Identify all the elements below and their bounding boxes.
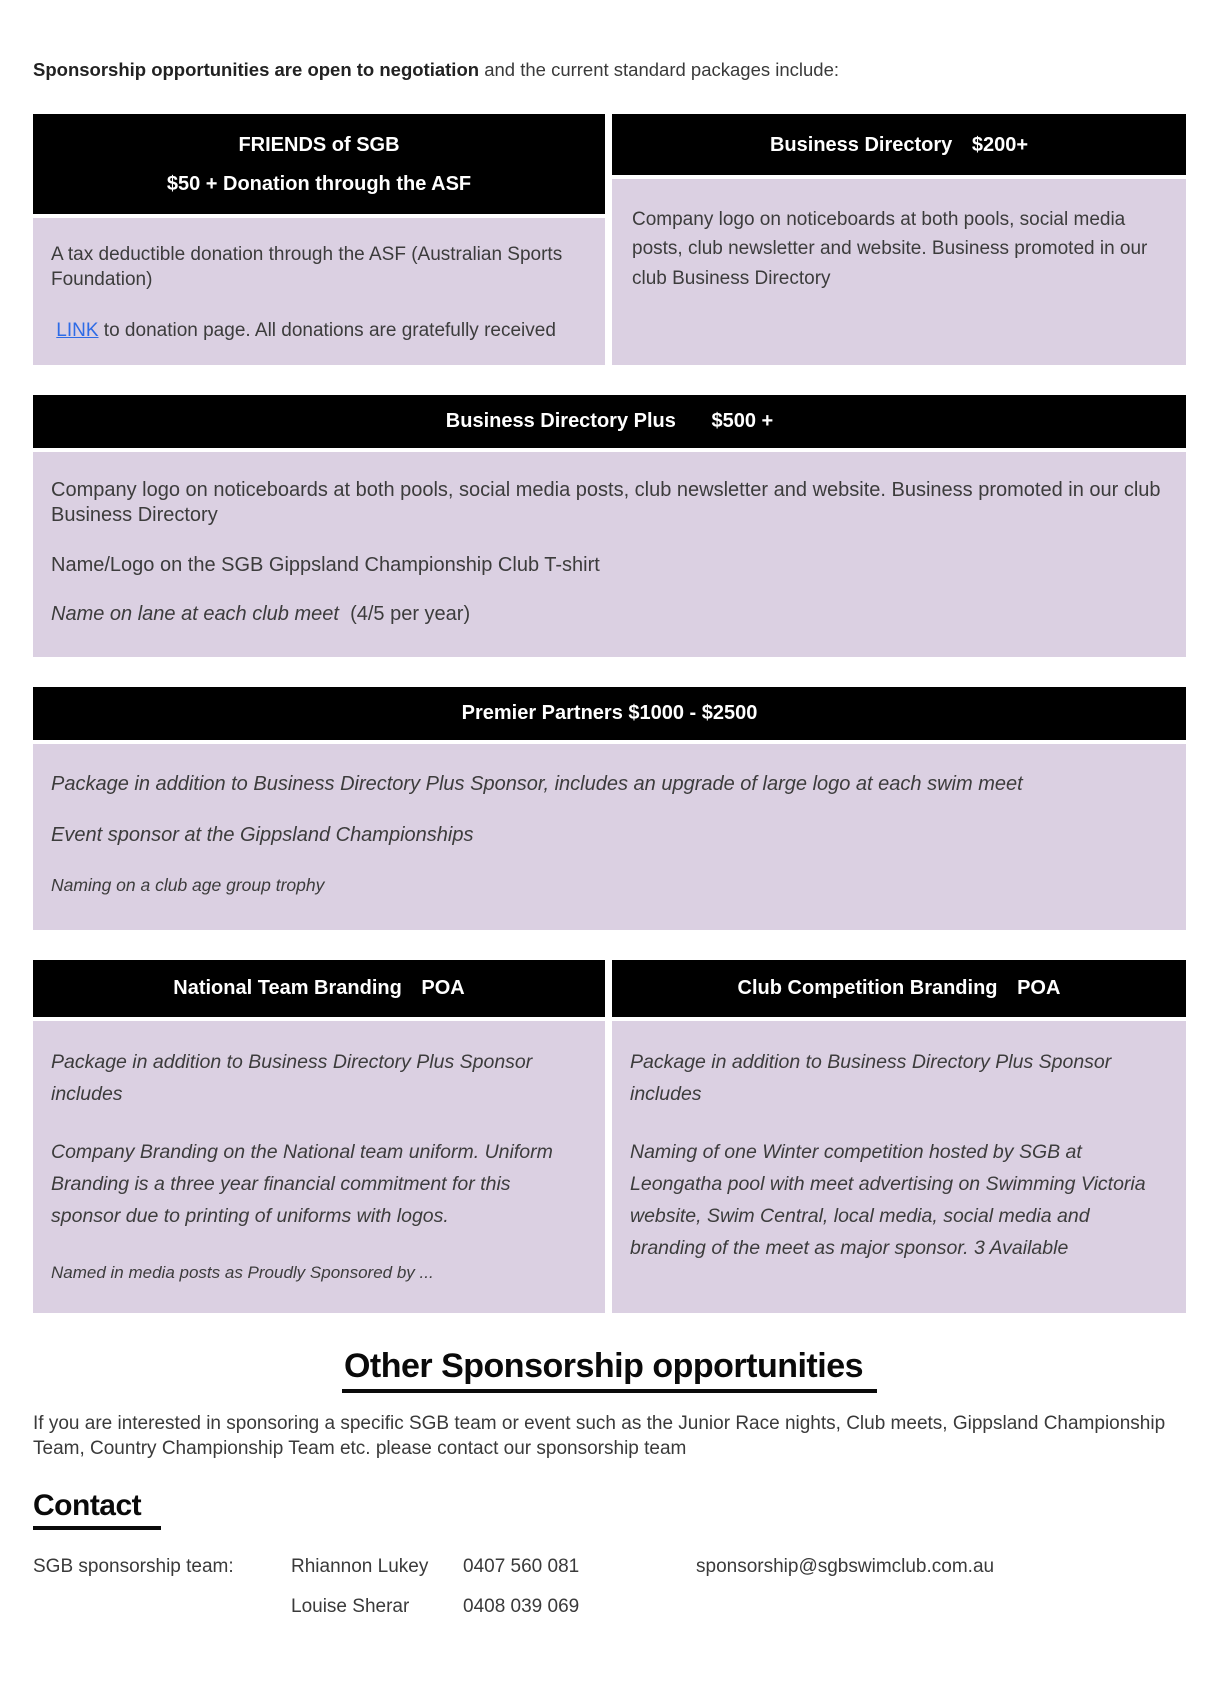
club-competition-header bbox=[612, 960, 1186, 1017]
business-directory-price: $200+ bbox=[971, 134, 1029, 157]
nt-para2: Company Branding on the National team uniform. Uniform Branding is a three year financial commitment for this sponsor due to printing of uniforms with logos. bbox=[51, 1141, 553, 1228]
friends-title-line2: $50 + Donation through the ASF bbox=[166, 173, 472, 196]
contact-person2-name: Louise Sherar bbox=[291, 1596, 410, 1618]
bdp-para2: Name/Logo on the SGB Gippsland Championship Club T-shirt bbox=[51, 553, 600, 576]
friends-body-line2 bbox=[51, 318, 583, 343]
contact-person1-name: Rhiannon Lukey bbox=[291, 1556, 429, 1578]
contact-heading bbox=[33, 1489, 1186, 1530]
business-directory-column bbox=[612, 114, 1186, 365]
nt-para3: Named in media posts as Proudly Sponsored by ... bbox=[51, 1263, 434, 1283]
bdp-para3-italic: Name on lane at each club meet bbox=[51, 602, 339, 625]
friends-body bbox=[33, 218, 605, 365]
nt-para1: Package in addition to Business Directory Plus Sponsor includes bbox=[51, 1051, 533, 1106]
national-team-price: POA bbox=[421, 977, 465, 1000]
club-competition-title: Club Competition Branding bbox=[737, 977, 998, 1000]
cc-para1: Package in addition to Business Directory Plus Sponsor includes bbox=[630, 1051, 1112, 1106]
friends-title-line1: FRIENDS of SGB bbox=[238, 134, 400, 157]
national-team-title: National Team Branding bbox=[173, 977, 402, 1000]
club-competition-price: POA bbox=[1017, 977, 1061, 1000]
pp-para3: Naming on a club age group trophy bbox=[51, 875, 325, 896]
business-directory-plus-title: Business Directory Plus bbox=[445, 410, 676, 433]
business-directory-title: Business Directory bbox=[769, 134, 953, 157]
intro-bold-text: Sponsorship opportunities are open to negotiation bbox=[33, 59, 480, 80]
row-friends-directory bbox=[33, 114, 1186, 365]
bdp-para3-rest: (4/5 per year) bbox=[344, 602, 471, 625]
friends-column bbox=[33, 114, 605, 365]
bdp-para3 bbox=[51, 602, 1164, 627]
contact-person1-phone: 0407 560 081 bbox=[463, 1556, 580, 1578]
premier-partners-title: Premier Partners $1000 - $2500 bbox=[461, 702, 758, 725]
national-team-body bbox=[33, 1021, 605, 1313]
pp-para2: Event sponsor at the Gippsland Championships bbox=[51, 824, 474, 847]
business-directory-text: Company logo on noticeboards at both pools, social media posts, club newsletter and website. Business promoted in our club Business Directory bbox=[632, 209, 1148, 289]
national-team-header bbox=[33, 960, 605, 1017]
pp-para1: Package in addition to Business Directory Plus Sponsor, includes an upgrade of large logo at each swim meet bbox=[51, 773, 1023, 796]
friends-header bbox=[33, 114, 605, 214]
premier-partners-header bbox=[33, 687, 1186, 740]
contact-row-2 bbox=[33, 1596, 1186, 1618]
contact-details bbox=[33, 1556, 1186, 1618]
donation-link[interactable]: LINK bbox=[56, 320, 99, 342]
business-directory-header bbox=[612, 114, 1186, 175]
intro-rest-text: and the current standard packages include: bbox=[479, 59, 840, 80]
contact-team-label: SGB sponsorship team: bbox=[33, 1556, 234, 1578]
other-sponsorship-body: If you are interested in sponsoring a specific SGB team or event such as the Junior Race nights, Club meets, Gippsland Championship Team, Country Championship Team etc. please contact our sponsorship team bbox=[33, 1413, 1166, 1460]
intro-paragraph bbox=[33, 58, 1186, 82]
business-directory-plus-header bbox=[33, 395, 1186, 448]
other-sponsorship-heading-text: Other Sponsorship opportunities bbox=[342, 1347, 877, 1393]
club-competition-column bbox=[612, 960, 1186, 1313]
contact-heading-text: Contact bbox=[33, 1489, 161, 1530]
business-directory-plus-body bbox=[33, 452, 1186, 657]
friends-body-line2-rest: to donation page. All donations are gratefully received bbox=[98, 320, 556, 342]
contact-row-1 bbox=[33, 1556, 1186, 1578]
premier-partners-body bbox=[33, 744, 1186, 930]
club-competition-body bbox=[612, 1021, 1186, 1313]
row-branding bbox=[33, 960, 1186, 1313]
business-directory-plus-section bbox=[33, 395, 1186, 657]
business-directory-plus-price: $500 + bbox=[711, 410, 774, 433]
other-sponsorship-heading bbox=[33, 1347, 1186, 1393]
friends-body-line1: A tax deductible donation through the ASF (Australian Sports Foundation) bbox=[51, 244, 563, 291]
cc-para2: Naming of one Winter competition hosted by SGB at Leongatha pool with meet advertising on Swimming Victoria website, Swim Central, local media, social media and branding of the meet as major sponsor. 3 Available bbox=[630, 1141, 1146, 1260]
contact-person2-phone: 0408 039 069 bbox=[463, 1596, 580, 1618]
bdp-para1: Company logo on noticeboards at both pools, social media posts, club newsletter and website. Business promoted in our club Business Directory bbox=[51, 479, 1161, 527]
national-team-column bbox=[33, 960, 605, 1313]
business-directory-body bbox=[612, 179, 1186, 365]
contact-email: sponsorship@sgbswimclub.com.au bbox=[696, 1556, 995, 1578]
premier-partners-section bbox=[33, 687, 1186, 930]
